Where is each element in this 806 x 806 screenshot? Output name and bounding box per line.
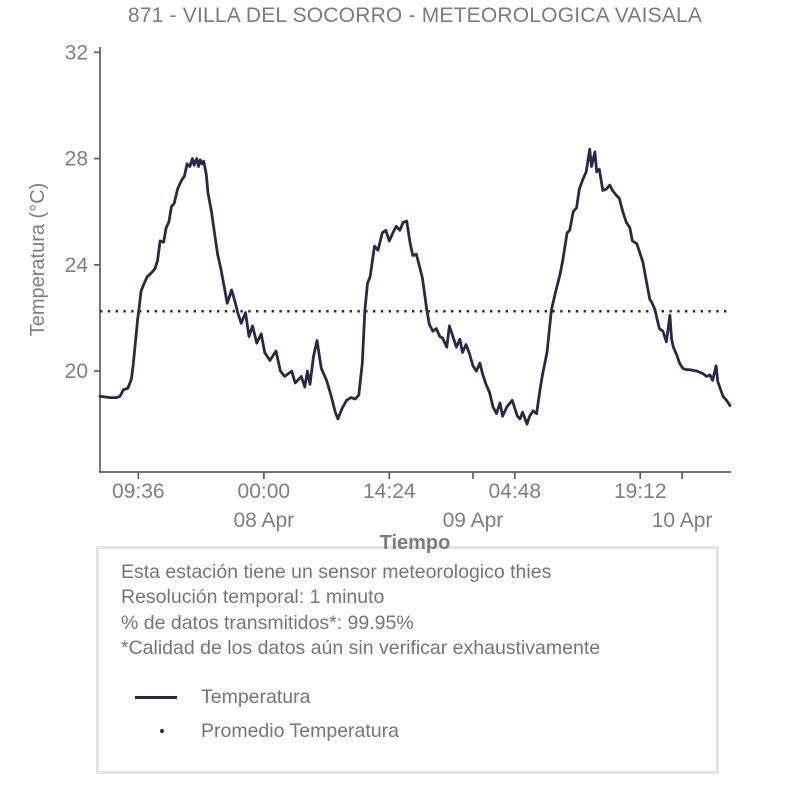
y-tick-label: 28 xyxy=(64,147,88,171)
x-axis-title: Tiempo xyxy=(379,532,451,554)
legend-entry-temperatura[interactable] xyxy=(99,684,310,710)
station-info-line: *Calidad de los datos aún sin verificar exhaustivamente xyxy=(121,637,601,660)
dotted-line-sample-icon xyxy=(160,729,164,733)
chart-title: 871 - VILLA DEL SOCORRO - METEOROLOGICA VAISALA xyxy=(127,4,703,27)
station-info-legend-box xyxy=(96,546,719,774)
x-tick-label: 19:12 xyxy=(613,480,667,503)
y-tick-label: 20 xyxy=(64,360,88,384)
station-info-text xyxy=(121,560,600,662)
station-info-line: % de datos transmitidos*: 99.95% xyxy=(121,611,414,634)
legend-label: Temperatura xyxy=(201,685,311,708)
x-date-label: 10 Apr xyxy=(651,509,713,532)
legend-label: Promedio Temperatura xyxy=(201,719,399,742)
temperature-line[interactable] xyxy=(100,149,730,424)
x-tick-label: 14:24 xyxy=(363,480,416,503)
y-axis-title: Temperatura (°C) xyxy=(27,182,49,337)
x-tick-label: 04:48 xyxy=(488,480,542,503)
x-tick-label: 00:00 xyxy=(237,480,291,503)
x-date-label: 09 Apr xyxy=(442,509,504,532)
x-tick-label: 09:36 xyxy=(112,480,165,503)
y-tick-label: 32 xyxy=(64,41,88,65)
solid-line-sample-icon xyxy=(135,696,177,699)
y-tick-label: 24 xyxy=(64,253,88,277)
x-date-label: 08 Apr xyxy=(233,509,295,532)
station-info-line: Resolución temporal: 1 minuto xyxy=(121,586,385,609)
station-info-line: Esta estación tiene un sensor meteorologico thies xyxy=(121,561,552,583)
legend-entry-promedio-temperatura[interactable] xyxy=(99,718,399,744)
